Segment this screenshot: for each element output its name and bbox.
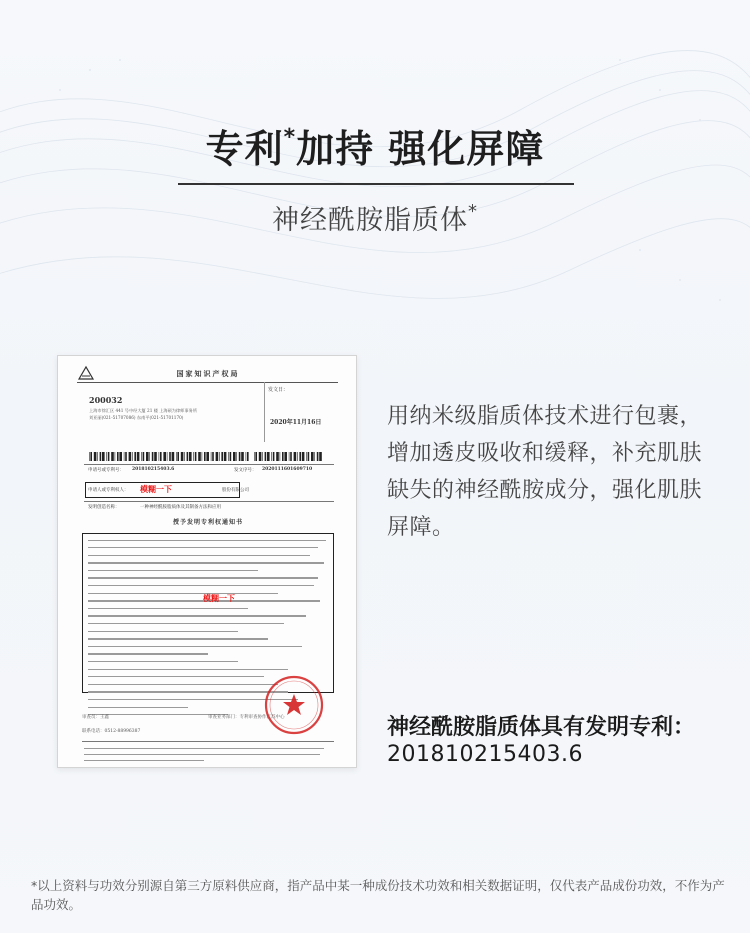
- certificate-text-line-fill: [88, 638, 268, 639]
- applicant-label: 申请人或专利权人：: [88, 488, 129, 493]
- headline-part2: 加持 强化屏障: [296, 127, 545, 171]
- footnote-disclaimer: *以上资料与功效分别源自第三方原料供应商，指产品中某一种成份技术功效和相关数据证明，仅代表产品成份功效，不作为产品功效。: [31, 878, 725, 912]
- certificate-text-line-fill: [88, 653, 208, 654]
- certificate-text-line: [88, 666, 328, 674]
- official-seal-icon: [263, 674, 325, 736]
- headline-divider: [178, 183, 574, 185]
- fawen-serial: 2020111601609710: [262, 467, 313, 472]
- certificate-text-line: [88, 560, 328, 568]
- blur-label-1: 模糊一下: [140, 485, 172, 494]
- certificate-text-line: [88, 651, 328, 659]
- certificate-text-line-fill: [88, 714, 228, 715]
- certificate-text-line-fill: [88, 646, 302, 647]
- certificate-text-line: [88, 643, 328, 651]
- certificate-footer-rule: [82, 741, 334, 742]
- footer-phone: 联系电话：0512-88996387: [82, 729, 141, 734]
- certificate-text-line-fill: [88, 570, 258, 571]
- certificate-text-line-fill: [88, 631, 238, 632]
- certificate-text-line-fill: [88, 661, 238, 662]
- certificate-address-line1: 上海市徐汇区 441 号中经大厦 21 楼 上海硕为律师事务所: [89, 408, 197, 413]
- certificate-barcode: [89, 452, 249, 461]
- certificate-text-line: [88, 659, 328, 667]
- certificate-address: [89, 407, 264, 421]
- certificate-text-line: [88, 552, 328, 560]
- certificate-text-line: [88, 621, 328, 629]
- certificate-text-line-fill: [88, 562, 324, 563]
- certificate-date: 2020年11月16日: [270, 419, 322, 426]
- fawen-serial-label: 发文序号：: [234, 468, 257, 473]
- certificate-text-line-fill: [88, 608, 248, 609]
- certificate-footer-line-fill: [84, 760, 204, 761]
- certificate-address-line2: 刘亚丽(021-51707086) 东南平(021-51701170): [89, 415, 184, 420]
- certificate-text-line-fill: [88, 691, 288, 692]
- certificate-office: 国家知识产权局: [176, 369, 240, 378]
- blur-label-2: 模糊一下: [203, 594, 235, 603]
- footer-dept: 审查业务部门：专利审查协作江苏中心: [208, 715, 285, 720]
- applicant-suffix: 股份有限公司: [222, 488, 249, 493]
- app-no: 201810215403.6: [132, 467, 175, 472]
- certificate-barcode-2: [254, 452, 322, 461]
- invention-name: 一种神经酰胺脂质体及其制备方法和应用: [140, 505, 221, 510]
- invention-label: 发明创造名称：: [88, 505, 120, 510]
- certificate-text-line-fill: [88, 540, 326, 541]
- certificate-text-line: [88, 613, 328, 621]
- patent-certificate: [57, 355, 357, 768]
- certificate-text-line-fill: [88, 676, 264, 677]
- certificate-text-line: [88, 545, 328, 553]
- certificate-text-line-fill: [88, 615, 306, 616]
- certificate-text-line: [88, 567, 328, 575]
- certificate-text-line-fill: [88, 707, 188, 708]
- certificate-footer-lines: [84, 745, 334, 763]
- subhead-star: *: [468, 201, 478, 222]
- certificate-text-line: [88, 628, 328, 636]
- certificate-text-line-fill: [88, 547, 318, 548]
- certificate-text-line-fill: [88, 585, 314, 586]
- certificate-text-line-fill: [88, 669, 288, 670]
- subhead-text: 神经酰胺脂质体: [272, 205, 468, 236]
- patent-label: 神经酰胺脂质体具有发明专利：: [387, 715, 696, 740]
- certificate-doc-title: 授予发明专利权通知书: [172, 519, 243, 526]
- certificate-top-rule: [77, 382, 338, 383]
- app-no-label: 申请号或专利号：: [88, 468, 124, 473]
- page-subhead: [0, 198, 750, 237]
- certificate-text-line-fill: [88, 593, 278, 594]
- certificate-fawen-label: 发文日：: [268, 387, 289, 393]
- certificate-row-appno: [84, 464, 334, 474]
- description-text: 用纳米级脂质体技术进行包裹，增加透皮吸收和缓释，补充肌肤缺失的神经酰胺成分，强化肌肤屏障。: [387, 404, 703, 540]
- certificate-text-line: [88, 583, 328, 591]
- certificate-text-line: [88, 605, 328, 613]
- certificate-text-line: [88, 575, 328, 583]
- certificate-header-divider: [264, 382, 265, 442]
- certificate-row-invention: [84, 501, 334, 511]
- footer-examiner: 审查员：王鑫: [82, 715, 109, 720]
- certificate-text-line: [88, 537, 328, 545]
- page-headline: [0, 118, 750, 173]
- certificate-footer-line: [84, 757, 334, 763]
- certificate-text-line-fill: [88, 684, 278, 685]
- certificate-text-line-fill: [88, 555, 310, 556]
- certificate-text-line-fill: [88, 577, 318, 578]
- certificate-postcode: 200032: [89, 395, 123, 405]
- certificate-footer-line-fill: [84, 754, 320, 755]
- patent-number: 201810215403.6: [387, 742, 583, 767]
- certificate-text-line: [88, 636, 328, 644]
- certificate-footer-line-fill: [84, 748, 324, 749]
- certificate-text-line-fill: [88, 623, 284, 624]
- headline-star: *: [283, 125, 297, 151]
- headline-part1: 专利: [205, 127, 284, 171]
